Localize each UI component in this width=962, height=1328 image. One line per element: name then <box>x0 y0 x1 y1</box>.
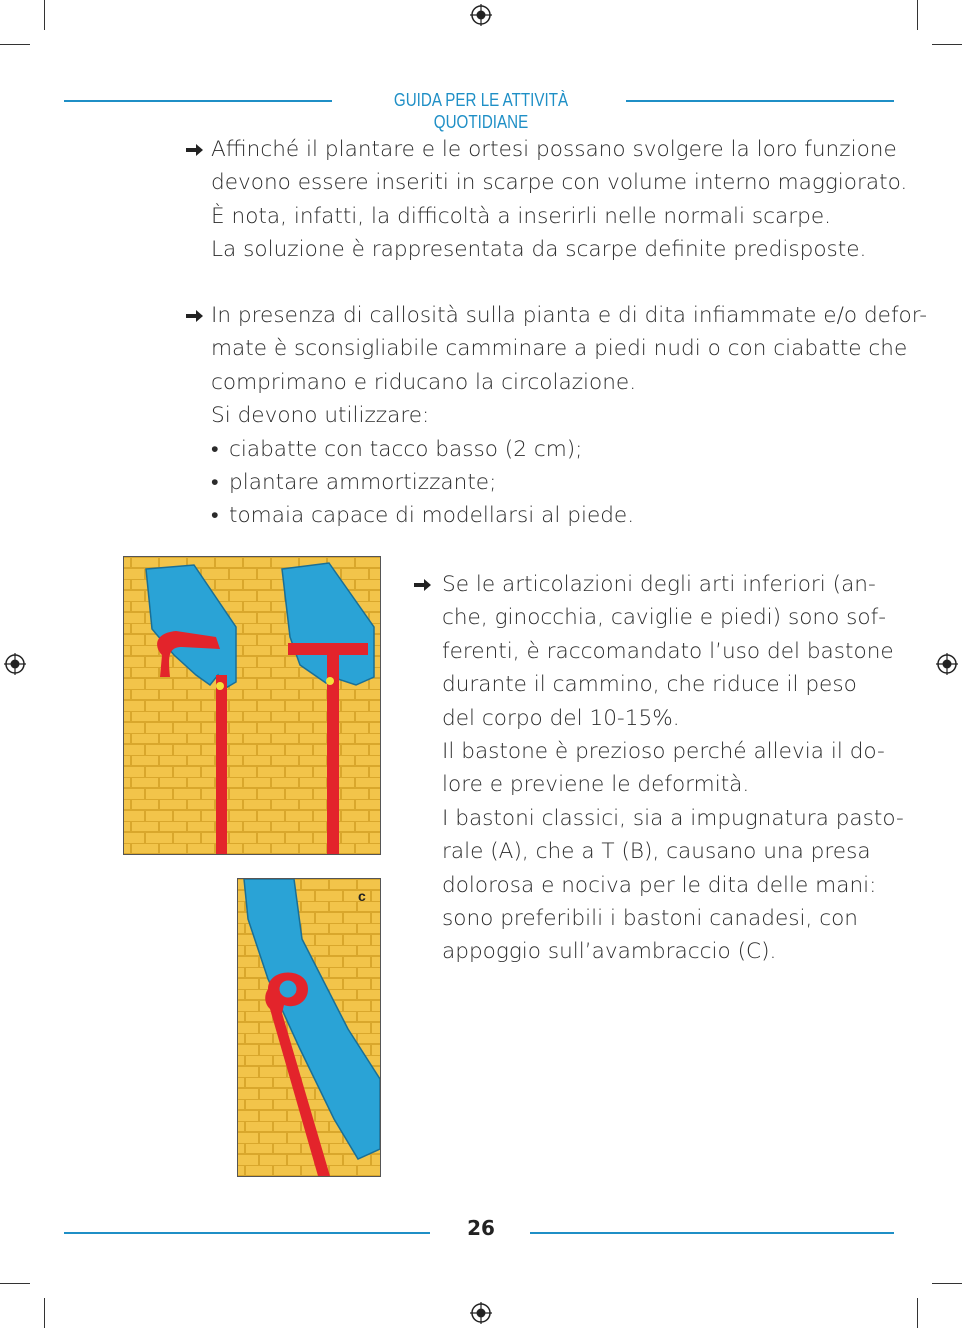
footer-rule-left <box>64 1232 430 1234</box>
text-line: mate è sconsigliabile camminare a piedi nudi o con ciabatte che <box>211 336 908 362</box>
text-line: sono preferibili i bastoni canadesi, con <box>442 906 858 932</box>
bullet-dot-icon: • <box>211 503 219 529</box>
illustration-cane-grips <box>123 556 381 855</box>
text-line: La soluzione è rappresentata da scarpe definite predisposte. <box>211 237 867 263</box>
text-line: appoggio sull’avambraccio (C). <box>442 939 777 965</box>
text-line: rale (A), che a T (B), causano una presa <box>442 839 871 865</box>
text-line: Si devono utilizzare: <box>211 403 430 429</box>
crop-mark <box>917 0 918 30</box>
text-line: Affinché il plantare e le ortesi possano svolgere la loro funzione <box>211 137 897 162</box>
text-line: devono essere inseriti in scarpe con volume interno maggiorato. <box>211 170 908 196</box>
text-line: I bastoni classici, sia a impugnatura pasto- <box>442 805 904 831</box>
text-line: comprimano e riducano la circolazione. <box>211 369 637 395</box>
registration-mark-icon <box>936 653 958 675</box>
text-line: che, ginocchia, caviglie e piedi) sono sof- <box>442 605 887 631</box>
bullet-dot-icon: • <box>211 470 219 496</box>
page-number: 26 <box>467 1216 495 1240</box>
crop-mark <box>917 1298 918 1328</box>
text-line: del corpo del 10-15%. <box>442 705 680 731</box>
arrow-bullet-icon <box>186 143 204 157</box>
header-rule-right <box>626 100 894 102</box>
registration-mark-icon <box>4 653 26 675</box>
crop-mark <box>932 44 962 45</box>
text-line: ferenti, è raccomandato l’uso del bastone <box>442 638 894 664</box>
bullet-dot-icon: • <box>211 436 219 462</box>
text-line: Il bastone è prezioso perché allevia il do- <box>442 739 885 765</box>
text-line: In presenza di callosità sulla pianta e di dita infiammate e/o defor- <box>211 303 928 328</box>
text-line: È nota, infatti, la difficoltà a inserirli nelle normali scarpe. <box>211 203 832 229</box>
forearm-crutch-illustration-icon <box>238 879 380 1176</box>
header-rule-left <box>64 100 332 102</box>
text-line: dolorosa e nociva per le dita delle mani: <box>442 872 877 898</box>
registration-mark-icon <box>470 1302 492 1324</box>
arrow-bullet-icon <box>414 578 432 592</box>
registration-mark-icon <box>470 4 492 26</box>
text-line: durante il cammino, che riduce il peso <box>442 672 857 698</box>
crop-mark <box>0 44 30 45</box>
text-line: lore e previene le deformità. <box>442 772 750 798</box>
illustration-forearm-crutch <box>237 878 381 1177</box>
figure-label: c <box>358 888 366 904</box>
running-header: GUIDA PER LE ATTIVITÀ QUOTIDIANE <box>393 89 569 132</box>
footer-rule-right <box>530 1232 894 1234</box>
crop-mark <box>932 1283 962 1284</box>
bullet-list-item: • ciabatte con tacco basso (2 cm); <box>211 433 839 466</box>
crop-mark <box>44 1298 45 1328</box>
bullet-list-item: • tomaia capace di modellarsi al piede. <box>211 499 839 532</box>
arrow-bullet-icon <box>186 309 204 323</box>
text-line: Se le articolazioni degli arti inferiori (an- <box>442 572 876 597</box>
crop-mark <box>0 1283 30 1284</box>
paragraph-insoles <box>211 133 908 267</box>
paragraph-calluses <box>211 299 928 533</box>
bullet-list-item: • plantare ammortizzante; <box>211 466 839 499</box>
paragraph-canes <box>442 568 904 969</box>
hands-holding-canes-illustration-icon <box>124 557 380 854</box>
crop-mark <box>44 0 45 30</box>
